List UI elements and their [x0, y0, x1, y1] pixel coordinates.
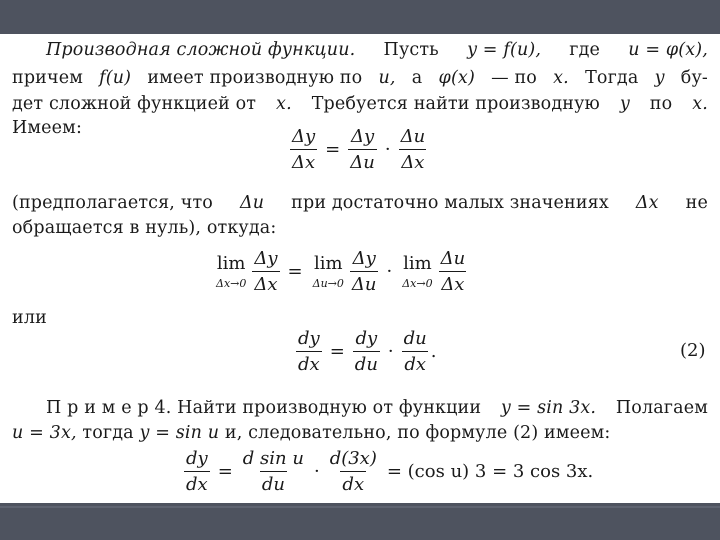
- text: не: [685, 193, 708, 213]
- fraction: [184, 448, 210, 495]
- text: тогда: [82, 423, 134, 443]
- math: y = sin u: [139, 423, 220, 443]
- lim-subscript: Δx→0: [402, 277, 433, 290]
- math: u,: [378, 68, 396, 88]
- math: y: [654, 68, 665, 88]
- operator: ·: [386, 261, 393, 282]
- numerator: dy: [186, 448, 208, 469]
- line-4: Имеем:: [12, 118, 82, 138]
- math: y = f(u),: [467, 40, 542, 60]
- denominator: Δx: [252, 271, 279, 295]
- line-3: [12, 96, 708, 114]
- denominator: dx: [340, 471, 366, 495]
- bottom-bar: [0, 503, 720, 540]
- math: x.: [276, 94, 292, 114]
- numerator: dy: [355, 328, 378, 349]
- fraction: [348, 126, 377, 173]
- denominator: Δx: [399, 149, 426, 173]
- text: (предполагается, что: [12, 193, 213, 213]
- text: Полагаем: [615, 398, 708, 418]
- text: бу-: [680, 68, 708, 88]
- section-title: Производная сложной функции.: [46, 40, 356, 60]
- example-line-2: [12, 425, 708, 443]
- text: причем: [12, 68, 83, 88]
- operator: =: [217, 461, 233, 482]
- line-6: обращается в нуль), откуда:: [12, 218, 277, 238]
- text: дет сложной функцией от: [12, 94, 257, 114]
- operator: ·: [313, 461, 320, 482]
- fraction: [290, 126, 317, 173]
- operator: ·: [384, 139, 391, 160]
- fraction: [402, 328, 429, 375]
- formula-limits: [212, 248, 469, 295]
- lim-label: lim: [216, 253, 246, 274]
- limit: [216, 253, 246, 290]
- example-line-1: [12, 400, 708, 418]
- top-bar: [0, 0, 720, 34]
- text: Пусть: [383, 40, 439, 60]
- math: f(u): [99, 68, 132, 88]
- numerator: dy: [298, 328, 320, 349]
- math: y: [619, 94, 630, 114]
- operator: =: [329, 341, 345, 362]
- line-5: [12, 195, 708, 213]
- limit: [313, 253, 344, 290]
- operator: ·: [387, 341, 394, 362]
- fraction: [439, 248, 468, 295]
- math: y = sin 3x.: [500, 398, 597, 418]
- line-2: [12, 70, 708, 88]
- numerator: Δu: [400, 126, 426, 147]
- fraction: [252, 248, 279, 295]
- example-label: П р и м е р 4. Найти производную от функции: [46, 398, 482, 418]
- fraction: [296, 328, 322, 375]
- bottom-bar-line: [0, 506, 720, 508]
- math: φ(x): [438, 68, 475, 88]
- denominator: dx: [402, 351, 428, 375]
- math: u = 3x,: [12, 423, 77, 443]
- denominator: Δu: [348, 149, 377, 173]
- text: где: [569, 40, 601, 60]
- formula-example: [182, 448, 593, 495]
- operator: =: [325, 139, 341, 160]
- text: при достаточно малых значениях: [291, 193, 609, 213]
- lim-label: lim: [313, 253, 343, 274]
- text: по: [649, 94, 673, 114]
- line-7: или: [12, 308, 47, 328]
- fraction: [350, 248, 379, 295]
- lim-subscript: Δu→0: [312, 277, 344, 290]
- denominator: dx: [184, 471, 210, 495]
- text: Требуется найти производную: [311, 94, 600, 114]
- denominator: Δx: [290, 149, 317, 173]
- denominator: du: [260, 471, 287, 495]
- math: Δx: [635, 193, 659, 213]
- math: Δu: [239, 193, 265, 213]
- lim-subscript: Δx→0: [216, 277, 247, 290]
- math: x.: [692, 94, 708, 114]
- numerator: d sin u: [242, 448, 304, 469]
- slide: [0, 34, 720, 503]
- denominator: Δx: [439, 271, 466, 295]
- text: и, следовательно, по формуле (2) имеем:: [224, 423, 611, 443]
- numerator: du: [403, 328, 427, 349]
- denominator: Δu: [350, 271, 379, 295]
- fraction: [399, 126, 428, 173]
- text: — по: [491, 68, 537, 88]
- fraction: [241, 448, 306, 495]
- fraction: [328, 448, 379, 495]
- math: u = φ(x),: [628, 40, 708, 60]
- denominator: dx: [296, 351, 322, 375]
- formula-chain-rule: [294, 328, 437, 375]
- numerator: Δy: [350, 126, 375, 147]
- lim-label: lim: [403, 253, 432, 274]
- numerator: Δy: [292, 126, 316, 147]
- equation-number: (2): [680, 340, 706, 361]
- numerator: Δu: [440, 248, 466, 269]
- text: имеет производную по: [147, 68, 363, 88]
- text: а: [411, 68, 423, 88]
- numerator: d(3x): [329, 448, 377, 469]
- numerator: Δy: [254, 248, 278, 269]
- formula-ratio: [288, 126, 429, 173]
- numerator: Δy: [352, 248, 376, 269]
- formula-result: = (cos u) 3 = 3 cos 3x.: [386, 461, 594, 482]
- line-1: [12, 42, 708, 60]
- period: .: [430, 341, 437, 362]
- limit: [402, 253, 432, 290]
- math: x.: [553, 68, 569, 88]
- fraction: [353, 328, 380, 375]
- text: Тогда: [585, 68, 639, 88]
- operator: =: [287, 261, 303, 282]
- denominator: du: [353, 351, 380, 375]
